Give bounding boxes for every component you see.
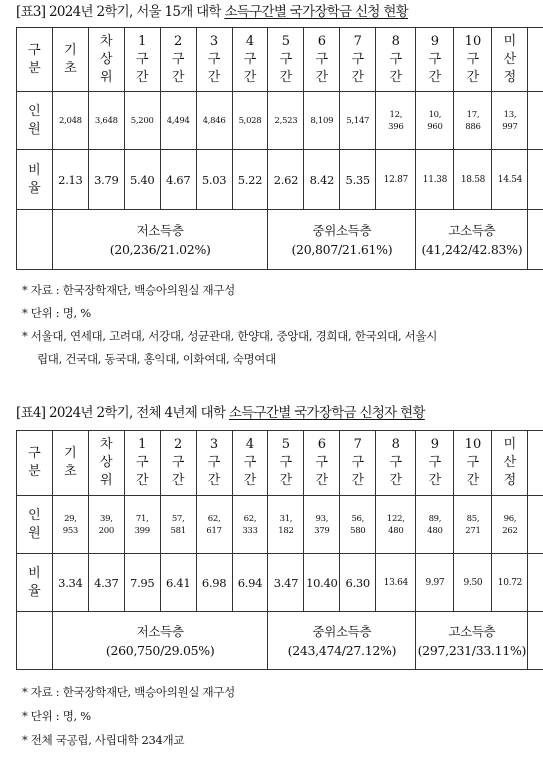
table3-header-cell: 2 구 간 xyxy=(160,28,196,92)
table3-count-cell: 10, 960 xyxy=(416,92,454,150)
table3-header-cell: 10 구 간 xyxy=(454,28,492,92)
table3-ratio-cell: 5.40 xyxy=(124,150,160,210)
table3-count-cell: 4,846 xyxy=(196,92,232,150)
table4-group-high: 고소득층 (297,231/33.11%) xyxy=(416,612,528,670)
table3-header-cell: 8 구 간 xyxy=(376,28,416,92)
table3-ratio-row xyxy=(17,150,543,210)
table3-count-cell: 5,147 xyxy=(340,92,376,150)
table4-count-cell: 71, 399 xyxy=(124,496,160,554)
table4-notes xyxy=(22,681,235,752)
table4-ratio-cell: 4.37 xyxy=(88,554,124,612)
table4-header-cut-cell xyxy=(528,431,543,496)
table3-ratio-cell: 8.42 xyxy=(304,150,340,210)
table3-count-cell: 2,523 xyxy=(268,92,304,150)
table3-header-row xyxy=(17,28,543,92)
table3-group-low: 저소득층 (20,236/21.02%) xyxy=(52,210,268,270)
table3 xyxy=(16,27,543,270)
table4-header-cell: 6 구 간 xyxy=(304,431,340,496)
table4-count-cell: 57, 581 xyxy=(160,496,196,554)
table3-header-cell: 6 구 간 xyxy=(304,28,340,92)
table3-header-cut-cell xyxy=(528,28,543,92)
table3-ratio-cell: 5.35 xyxy=(340,150,376,210)
table3-count-cut-cell xyxy=(528,92,543,150)
table4-header-cell: 3 구 간 xyxy=(196,431,232,496)
table4-count-cut-cell xyxy=(528,496,543,554)
table4-group-blank xyxy=(17,612,53,670)
table4-group-low: 저소득층 (260,750/29.05%) xyxy=(52,612,268,670)
table3-note: * 자료 : 한국장학재단, 백승아의원실 재구성 xyxy=(22,283,235,297)
table4-count-row xyxy=(17,496,543,554)
table3-group-blank-2 xyxy=(528,210,543,270)
table3-ratio-cut-cell xyxy=(528,150,543,210)
table3-ratio-cell: 11.38 xyxy=(416,150,454,210)
table4-header-cell: 9 구 간 xyxy=(416,431,454,496)
table4-note: * 전체 국공립, 사립대학 234개교 xyxy=(22,733,185,747)
table4 xyxy=(16,430,543,670)
table4-header-cell: 8 구 간 xyxy=(376,431,416,496)
table4-count-cell: 39, 200 xyxy=(88,496,124,554)
table3-ratio-cell: 3.79 xyxy=(88,150,124,210)
table4-count-cell: 122, 480 xyxy=(376,496,416,554)
table4-ratio-cell: 7.95 xyxy=(124,554,160,612)
table3-count-cell: 2,048 xyxy=(52,92,88,150)
table3-group-high: 고소득층 (41,242/42.83%) xyxy=(416,210,528,270)
table3-count-cell: 3,648 xyxy=(88,92,124,150)
table4-count-cell: 96, 262 xyxy=(492,496,528,554)
table4-group-row xyxy=(17,612,543,670)
table3-notes xyxy=(22,279,437,371)
table3-header-cell: 4 구 간 xyxy=(232,28,268,92)
table4-count-cell: 56, 580 xyxy=(340,496,376,554)
table3-caption: [표3] 2024년 2학기, 서울 15개 대학 소득구간별 국가장학금 신청 현황 xyxy=(16,4,409,20)
table3-ratio-cell: 5.22 xyxy=(232,150,268,210)
table4-ratio-cell: 6.94 xyxy=(232,554,268,612)
table4-ratio-cell: 10.72 xyxy=(492,554,528,612)
table4-header-cell: 1 구 간 xyxy=(124,431,160,496)
table4-header-cell: 4 구 간 xyxy=(232,431,268,496)
table3-header-cell: 1 구 간 xyxy=(124,28,160,92)
table3-count-cell: 8,109 xyxy=(304,92,340,150)
table3-ratio-cell: 5.03 xyxy=(196,150,232,210)
table4-ratio-cell: 9.97 xyxy=(416,554,454,612)
table4-ratio-cell: 10.40 xyxy=(304,554,340,612)
table3-header-cell: 7 구 간 xyxy=(340,28,376,92)
table3-ratio-cell: 14.54 xyxy=(492,150,528,210)
table3-ratio-cell: 12.87 xyxy=(376,150,416,210)
table4-note: * 단위 : 명, % xyxy=(22,709,91,723)
table4-ratio-cell: 6.30 xyxy=(340,554,376,612)
table4-group-middle: 중위소득층 (243,474/27.12%) xyxy=(268,612,416,670)
table4-ratio-row xyxy=(17,554,543,612)
table4-ratio-cell: 6.41 xyxy=(160,554,196,612)
table4-count-cell: 29, 953 xyxy=(52,496,88,554)
table4-header-row xyxy=(17,431,543,496)
table4-count-cell: 62, 617 xyxy=(196,496,232,554)
table4-count-cell: 85, 271 xyxy=(454,496,492,554)
table3-ratio-label: 비 율 xyxy=(17,150,53,210)
table3-count-cell: 13, 997 xyxy=(492,92,528,150)
table4-group-blank-2 xyxy=(528,612,543,670)
table3-header-cell: 5 구 간 xyxy=(268,28,304,92)
table4-header-cell: 7 구 간 xyxy=(340,431,376,496)
table4-ratio-cell: 6.98 xyxy=(196,554,232,612)
table4-note: * 자료 : 한국장학재단, 백승아의원실 재구성 xyxy=(22,685,235,699)
table4-caption: [표4] 2024년 2학기, 전체 4년제 대학 소득구간별 국가장학금 신청자 현황 xyxy=(16,405,425,421)
table3-count-row xyxy=(17,92,543,150)
table3-header-cell: 기 초 xyxy=(52,28,88,92)
table3-note-continuation: 립대, 건국대, 동국대, 홍익대, 이화여대, 숙명여대 xyxy=(37,352,276,366)
table4-count-label: 인 원 xyxy=(17,496,53,554)
table4-header-cell: 미 산 정 xyxy=(492,431,528,496)
table3-ratio-cell: 18.58 xyxy=(454,150,492,210)
table3-header-cell: 3 구 간 xyxy=(196,28,232,92)
table3-count-cell: 5,200 xyxy=(124,92,160,150)
table4-ratio-cell: 3.34 xyxy=(52,554,88,612)
table4-count-cell: 62, 333 xyxy=(232,496,268,554)
table3-count-cell: 4,494 xyxy=(160,92,196,150)
table3-ratio-cell: 2.62 xyxy=(268,150,304,210)
table3-note: * 서울대, 연세대, 고려대, 서강대, 성균관대, 한양대, 중앙대, 경희대, 한국외대, 서울시 xyxy=(22,329,438,343)
table3-header-cell: 9 구 간 xyxy=(416,28,454,92)
table4-header-cell: 차 상 위 xyxy=(88,431,124,496)
table4-ratio-cell: 9.50 xyxy=(454,554,492,612)
table3-count-cell: 17, 886 xyxy=(454,92,492,150)
table3-group-row xyxy=(17,210,543,270)
table4-header-category: 구 분 xyxy=(17,431,53,496)
table3-group-blank xyxy=(17,210,53,270)
table4-header-cell: 5 구 간 xyxy=(268,431,304,496)
table3-ratio-cell: 2.13 xyxy=(52,150,88,210)
table3-ratio-cell: 4.67 xyxy=(160,150,196,210)
table4-header-cell: 기 초 xyxy=(52,431,88,496)
table3-header-cell: 차 상 위 xyxy=(88,28,124,92)
table3-header-cell: 미 산 정 xyxy=(492,28,528,92)
table3-group-middle: 중위소득층 (20,807/21.61%) xyxy=(268,210,416,270)
table4-ratio-cell: 3.47 xyxy=(268,554,304,612)
table3-count-cell: 12, 396 xyxy=(376,92,416,150)
table4-count-cell: 89, 480 xyxy=(416,496,454,554)
table4-count-cell: 31, 182 xyxy=(268,496,304,554)
table4-count-cell: 93, 379 xyxy=(304,496,340,554)
table4-header-cell: 10 구 간 xyxy=(454,431,492,496)
table4-ratio-label: 비 율 xyxy=(17,554,53,612)
table4-header-cell: 2 구 간 xyxy=(160,431,196,496)
table3-count-cell: 5,028 xyxy=(232,92,268,150)
table4-ratio-cell: 13.64 xyxy=(376,554,416,612)
table3-note: * 단위 : 명, % xyxy=(22,306,91,320)
table3-count-label: 인 원 xyxy=(17,92,53,150)
table4-ratio-cut-cell xyxy=(528,554,543,612)
table3-header-category: 구 분 xyxy=(17,28,53,92)
